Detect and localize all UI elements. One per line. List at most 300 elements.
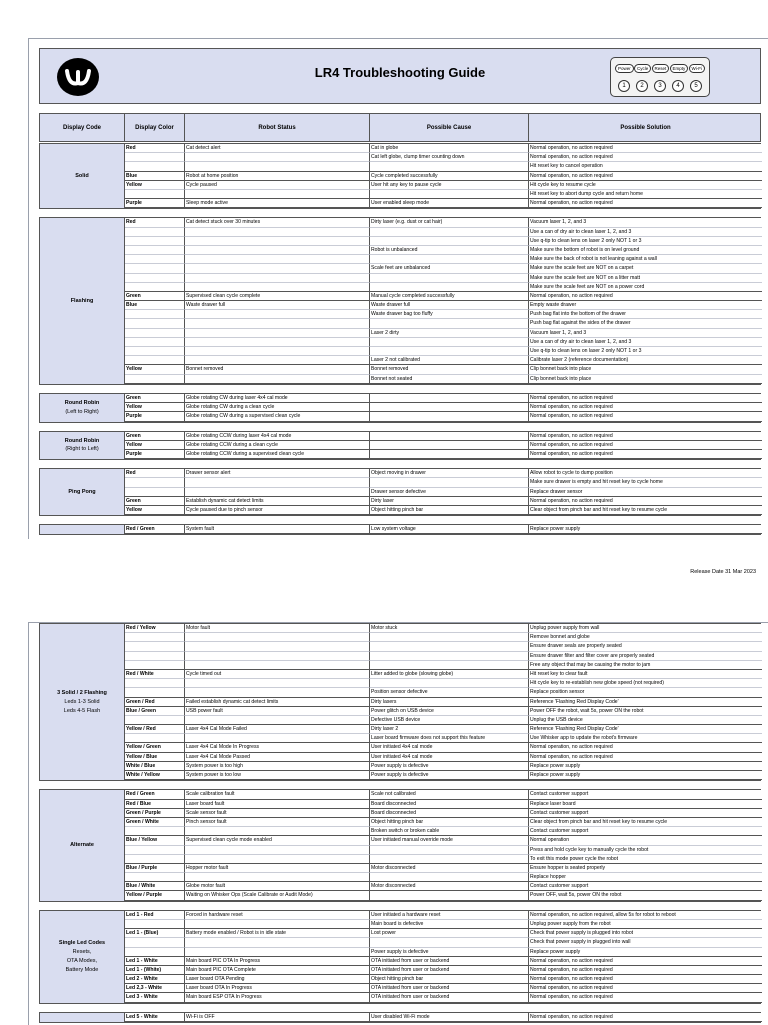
- display-code-text: Solid: [75, 172, 89, 179]
- robot-status-cell: Bonnet removed: [185, 365, 370, 374]
- possible-cause-cell: Power glitch on USB device: [370, 707, 529, 716]
- display-color-cell: Yellow / Blue: [125, 753, 185, 762]
- display-color-cell: Purple: [125, 450, 185, 459]
- possible-solution-cell: Replace power supply: [529, 948, 762, 957]
- display-color-cell: Green / Purple: [125, 809, 185, 818]
- possible-solution-cell: Normal operation, no action required: [529, 292, 762, 301]
- possible-cause-cell: [370, 642, 529, 651]
- table-row: [125, 818, 760, 827]
- led-number: 5: [690, 80, 702, 92]
- possible-solution-cell: Hit reset key to clear fault: [529, 670, 762, 679]
- display-code-text: Round Robin: [64, 437, 100, 444]
- display-code-text: OTA Modes,: [66, 957, 98, 964]
- robot-status-cell: [185, 274, 370, 283]
- display-color-cell: [125, 255, 185, 264]
- led-label: Wi-Fi: [689, 64, 706, 73]
- robot-status-cell: [185, 642, 370, 651]
- possible-cause-cell: Laser 2 dirty: [370, 329, 529, 338]
- possible-solution-cell: Reference 'Flashing Red Display Code': [529, 725, 762, 734]
- display-code-label: [40, 525, 125, 534]
- table-row: [125, 246, 760, 255]
- display-code-label: [40, 394, 125, 422]
- display-code-text: (Right to Left): [65, 446, 99, 453]
- robot-status-cell: Globe motor fault: [185, 882, 370, 891]
- table-row: [125, 938, 760, 947]
- robot-status-cell: System power is too high: [185, 762, 370, 771]
- table-row: [125, 743, 760, 752]
- possible-solution-cell: Normal operation, no action required: [529, 1013, 762, 1022]
- table-row: [125, 920, 760, 929]
- robot-status-cell: [185, 264, 370, 273]
- possible-solution-cell: Check that power supply in plugged into wall: [529, 938, 762, 947]
- robot-status-cell: Waste drawer full: [185, 301, 370, 310]
- possible-cause-cell: [370, 347, 529, 356]
- table-row: [125, 771, 760, 780]
- column-header: [39, 113, 761, 142]
- robot-status-cell: Cycle paused: [185, 181, 370, 190]
- robot-status-cell: Supervised clean cycle complete: [185, 292, 370, 301]
- possible-cause-cell: [370, 652, 529, 661]
- table-row: [125, 642, 760, 651]
- table-row: [125, 365, 760, 374]
- robot-status-cell: USB power fault: [185, 707, 370, 716]
- display-color-cell: Led 1 - (Blue): [125, 929, 185, 938]
- possible-solution-cell: Hit reset key to abort dump cycle and return home: [529, 190, 762, 199]
- possible-solution-cell: Make sure the back of robot is not leaning against a wall: [529, 255, 762, 264]
- display-color-cell: [125, 338, 185, 347]
- possible-solution-cell: Power OFF the robot, wait 5s, power ON the robot: [529, 707, 762, 716]
- table-row: [125, 441, 760, 450]
- display-color-cell: [125, 228, 185, 237]
- possible-cause-cell: User enabled sleep mode: [370, 199, 529, 208]
- possible-solution-cell: Normal operation, no action required: [529, 153, 762, 162]
- display-color-cell: [125, 873, 185, 882]
- table-row: [125, 984, 760, 993]
- possible-solution-cell: Normal operation, no action required: [529, 403, 762, 412]
- table-row: [125, 190, 760, 199]
- possible-solution-cell: Clip bonnet back into place: [529, 365, 762, 374]
- possible-solution-cell: Hit cycle key to re-establish new globe speed (not required): [529, 679, 762, 688]
- possible-cause-cell: [370, 846, 529, 855]
- possible-solution-cell: Make sure the bottom of robot is on level ground: [529, 246, 762, 255]
- robot-status-cell: [185, 255, 370, 264]
- possible-cause-cell: Object moving in drawer: [370, 469, 529, 478]
- robot-status-cell: System power is too low: [185, 771, 370, 780]
- display-color-cell: Yellow / Purple: [125, 891, 185, 900]
- robot-status-cell: [185, 846, 370, 855]
- possible-cause-cell: Power supply is defective: [370, 771, 529, 780]
- table-row: [125, 356, 760, 365]
- possible-cause-cell: Bonnet not seated: [370, 375, 529, 384]
- possible-solution-cell: Normal operation, no action required: [529, 432, 762, 441]
- table-row: [125, 846, 760, 855]
- table-row: [125, 274, 760, 283]
- display-color-cell: Purple: [125, 199, 185, 208]
- robot-status-cell: [185, 688, 370, 697]
- robot-status-cell: Motor fault: [185, 624, 370, 633]
- table-row: [125, 228, 760, 237]
- robot-status-cell: Laser 4x4 Cal Mode In Progress: [185, 743, 370, 752]
- possible-cause-cell: Dirty laser: [370, 497, 529, 506]
- robot-status-cell: [185, 190, 370, 199]
- robot-status-cell: Battery mode enabled / Robot is in idle state: [185, 929, 370, 938]
- robot-status-cell: Forced in hardware reset: [185, 911, 370, 920]
- display-code-text: Resets,: [72, 949, 92, 955]
- possible-cause-cell: Object hitting pinch bar: [370, 818, 529, 827]
- possible-cause-cell: Drawer sensor defective: [370, 488, 529, 497]
- robot-status-cell: Laser board OTA In Progress: [185, 984, 370, 993]
- robot-status-cell: Globe rotating CCW during a supervised clean cycle: [185, 450, 370, 459]
- display-color-cell: Yellow / Green: [125, 743, 185, 752]
- display-color-cell: [125, 679, 185, 688]
- table-row: [125, 153, 760, 162]
- display-color-cell: [125, 827, 185, 836]
- display-color-cell: White / Blue: [125, 762, 185, 771]
- table-row: [125, 310, 760, 319]
- display-color-cell: [125, 264, 185, 273]
- possible-solution-cell: Hit reset key to cancel operation: [529, 162, 762, 171]
- table-row: [125, 661, 760, 670]
- possible-solution-cell: Normal operation, no action required: [529, 497, 762, 506]
- table-row: [125, 827, 760, 836]
- possible-cause-cell: [370, 661, 529, 670]
- display-color-cell: Green: [125, 497, 185, 506]
- possible-solution-cell: Use Whisker app to update the robot's firmware: [529, 734, 762, 743]
- page-2: [28, 622, 768, 1025]
- display-color-cell: Yellow: [125, 365, 185, 374]
- robot-status-cell: Scale sensor fault: [185, 809, 370, 818]
- table-row: [125, 911, 760, 920]
- table-row: [125, 929, 760, 938]
- possible-cause-cell: User initiated 4x4 cal mode: [370, 743, 529, 752]
- possible-solution-cell: Make sure drawer is empty and hit reset key to cycle home: [529, 478, 762, 487]
- column-header-cell: Display Color: [125, 114, 185, 141]
- table-row: [125, 144, 760, 153]
- table-row: [125, 497, 760, 506]
- possible-solution-cell: Replace laser board: [529, 800, 762, 809]
- possible-cause-cell: Low system voltage: [370, 525, 529, 534]
- display-color-cell: Blue / Yellow: [125, 836, 185, 845]
- table-row: [125, 734, 760, 743]
- display-color-cell: [125, 237, 185, 246]
- robot-status-cell: [185, 716, 370, 725]
- possible-cause-cell: Litter added to globe (slowing globe): [370, 670, 529, 679]
- possible-cause-cell: [370, 432, 529, 441]
- robot-status-cell: [185, 329, 370, 338]
- display-code-text: Leds 1-3 Solid: [64, 698, 100, 705]
- display-color-cell: Green / White: [125, 818, 185, 827]
- display-color-cell: Red / Blue: [125, 800, 185, 809]
- robot-status-cell: Establish dynamic cat detect limits: [185, 497, 370, 506]
- possible-solution-cell: Power OFF, wait 5s, power ON the robot: [529, 891, 762, 900]
- display-color-cell: Blue: [125, 172, 185, 181]
- table-row: [125, 255, 760, 264]
- robot-status-cell: [185, 679, 370, 688]
- table-row: [125, 836, 760, 845]
- display-color-cell: Purple: [125, 412, 185, 421]
- possible-solution-cell: Replace position sensor: [529, 688, 762, 697]
- table-row: [125, 790, 760, 799]
- possible-cause-cell: [370, 394, 529, 403]
- possible-cause-cell: OTA initiated from user or backend: [370, 966, 529, 975]
- display-color-cell: [125, 688, 185, 697]
- possible-cause-cell: Waste drawer full: [370, 301, 529, 310]
- table-row: [125, 1013, 760, 1022]
- display-color-cell: Led 3 - White: [125, 993, 185, 1002]
- display-color-cell: Green: [125, 432, 185, 441]
- table-row: [125, 432, 760, 441]
- possible-cause-cell: [370, 633, 529, 642]
- table-row: [125, 469, 760, 478]
- display-code-label: [40, 1013, 125, 1022]
- possible-cause-cell: [370, 679, 529, 688]
- table-row: [125, 975, 760, 984]
- possible-solution-cell: Contact customer support: [529, 809, 762, 818]
- possible-solution-cell: Normal operation, no action required: [529, 412, 762, 421]
- possible-cause-cell: [370, 873, 529, 882]
- robot-status-cell: [185, 478, 370, 487]
- display-code-section: [39, 1012, 761, 1023]
- led-label: Empty: [670, 64, 689, 73]
- table-row: [125, 218, 760, 227]
- led-label: Cycle: [634, 64, 651, 73]
- display-color-cell: Red / Green: [125, 525, 185, 534]
- led-number: 3: [654, 80, 666, 92]
- possible-solution-cell: Use q-tip to clean lens on laser 2 only NOT 1 or 3: [529, 237, 762, 246]
- display-color-cell: Red / Green: [125, 790, 185, 799]
- possible-cause-cell: OTA initiated from user or backend: [370, 993, 529, 1002]
- robot-status-cell: [185, 375, 370, 384]
- robot-status-cell: Pinch sensor fault: [185, 818, 370, 827]
- robot-status-cell: Failed establish dynamic cat detect limits: [185, 698, 370, 707]
- possible-solution-cell: Make sure the scale feet are NOT on a carpet: [529, 264, 762, 273]
- possible-cause-cell: [370, 283, 529, 292]
- table-row: [125, 864, 760, 873]
- robot-status-cell: Waiting on Whisker Ops (Scale Calibrate or Audit Mode): [185, 891, 370, 900]
- display-code-text: Flashing: [70, 297, 94, 304]
- display-code-section: [39, 468, 761, 516]
- possible-solution-cell: Replace drawer sensor: [529, 488, 762, 497]
- display-color-cell: [125, 855, 185, 864]
- possible-cause-cell: Position sensor defective: [370, 688, 529, 697]
- display-color-cell: [125, 310, 185, 319]
- possible-cause-cell: Bonnet removed: [370, 365, 529, 374]
- table-row: [125, 338, 760, 347]
- robot-status-cell: Laser 4x4 Cal Mode Failed: [185, 725, 370, 734]
- led-number: 2: [636, 80, 648, 92]
- possible-solution-cell: Use a can of dry air to clean laser 1, 2, and 3: [529, 228, 762, 237]
- display-color-cell: Led 1 - Red: [125, 911, 185, 920]
- possible-cause-cell: Dirty laser 2: [370, 725, 529, 734]
- possible-cause-cell: Defective USB device: [370, 716, 529, 725]
- display-color-cell: [125, 283, 185, 292]
- possible-solution-cell: Remove bonnet and globe: [529, 633, 762, 642]
- robot-status-cell: Drawer sensor alert: [185, 469, 370, 478]
- table-row: [125, 329, 760, 338]
- robot-status-cell: [185, 948, 370, 957]
- possible-cause-cell: Motor disconnected: [370, 882, 529, 891]
- display-code-label: [40, 624, 125, 780]
- table-row: [125, 873, 760, 882]
- possible-solution-cell: Push bag flat into the bottom of the drawer: [529, 310, 762, 319]
- led-label: Reset: [652, 64, 670, 73]
- display-color-cell: [125, 246, 185, 255]
- robot-status-cell: [185, 633, 370, 642]
- possible-cause-cell: OTA initiated from user or backend: [370, 957, 529, 966]
- display-color-cell: [125, 716, 185, 725]
- possible-cause-cell: Scale not calibrated: [370, 790, 529, 799]
- display-code-text: Round Robin: [64, 400, 100, 406]
- possible-cause-cell: Power supply is defective: [370, 948, 529, 957]
- robot-status-cell: Hopper motor fault: [185, 864, 370, 873]
- table-row: [125, 506, 760, 515]
- possible-cause-cell: [370, 403, 529, 412]
- table-row: [125, 891, 760, 900]
- possible-solution-cell: Press and hold cycle key to manually cycle the robot: [529, 846, 762, 855]
- possible-cause-cell: [370, 855, 529, 864]
- possible-solution-cell: Normal operation, no action required: [529, 199, 762, 208]
- robot-status-cell: [185, 873, 370, 882]
- table-row: [125, 292, 760, 301]
- table-row: [125, 301, 760, 310]
- possible-cause-cell: [370, 450, 529, 459]
- display-color-cell: Led 2 - White: [125, 975, 185, 984]
- display-color-cell: [125, 347, 185, 356]
- display-color-cell: [125, 319, 185, 328]
- column-header-cell: Possible Solution: [620, 124, 671, 131]
- display-code-section: [39, 217, 761, 385]
- display-color-cell: Yellow: [125, 441, 185, 450]
- possible-solution-cell: Ensure hopper is seated properly: [529, 864, 762, 873]
- possible-solution-cell: Vacuum laser 1, 2, and 3: [529, 218, 762, 227]
- possible-cause-cell: OTA initiated from user or backend: [370, 984, 529, 993]
- possible-cause-cell: Cycle completed successfully: [370, 172, 529, 181]
- possible-cause-cell: [370, 412, 529, 421]
- display-color-cell: Red: [125, 469, 185, 478]
- possible-cause-cell: [370, 190, 529, 199]
- possible-solution-cell: Normal operation, no action required: [529, 975, 762, 984]
- possible-solution-cell: Normal operation, no action required: [529, 984, 762, 993]
- header: [39, 48, 761, 104]
- possible-cause-cell: [370, 891, 529, 900]
- possible-cause-cell: [370, 478, 529, 487]
- possible-cause-cell: Board disconnected: [370, 809, 529, 818]
- display-color-cell: [125, 633, 185, 642]
- possible-solution-cell: Vacuum laser 1, 2, and 3: [529, 329, 762, 338]
- possible-solution-cell: Hit cycle key to resume cycle: [529, 181, 762, 190]
- possible-solution-cell: Normal operation, no action required: [529, 957, 762, 966]
- table-row: [125, 488, 760, 497]
- table-row: [125, 688, 760, 697]
- possible-cause-cell: User hit any key to pause cycle: [370, 181, 529, 190]
- led-number: 1: [618, 80, 630, 92]
- robot-status-cell: Sleep mode active: [185, 199, 370, 208]
- display-color-cell: Green: [125, 292, 185, 301]
- possible-cause-cell: [370, 237, 529, 246]
- possible-cause-cell: Broken switch or broken cable: [370, 827, 529, 836]
- robot-status-cell: Globe rotating CW during a clean cycle: [185, 403, 370, 412]
- display-color-cell: [125, 661, 185, 670]
- display-color-cell: Blue / White: [125, 882, 185, 891]
- possible-solution-cell: Contact customer support: [529, 882, 762, 891]
- display-color-cell: Blue / Purple: [125, 864, 185, 873]
- possible-cause-cell: [370, 274, 529, 283]
- table-row: [125, 162, 760, 171]
- possible-solution-cell: Normal operation, no action required: [529, 753, 762, 762]
- possible-cause-cell: [370, 441, 529, 450]
- possible-solution-cell: Ensure drawer seals are properly seated: [529, 642, 762, 651]
- possible-solution-cell: Clear object from pinch bar and hit reset key to resume cycle: [529, 818, 762, 827]
- possible-solution-cell: Normal operation, no action required: [529, 441, 762, 450]
- display-color-cell: Led 1 - (White): [125, 966, 185, 975]
- display-color-cell: Yellow: [125, 506, 185, 515]
- table-row: [125, 283, 760, 292]
- table-row: [125, 698, 760, 707]
- display-color-cell: [125, 488, 185, 497]
- release-date: Release Date 31 Mar 2023: [690, 569, 756, 575]
- robot-status-cell: Globe rotating CW during a supervised clean cycle: [185, 412, 370, 421]
- table-row: [125, 525, 760, 534]
- table-row: [125, 966, 760, 975]
- robot-status-cell: Globe rotating CCW during laser 4x4 cal mode: [185, 432, 370, 441]
- display-code-label: [40, 911, 125, 1003]
- possible-cause-cell: Power supply is defective: [370, 762, 529, 771]
- robot-status-cell: System fault: [185, 525, 370, 534]
- possible-solution-cell: Unplug power supply from wall: [529, 624, 762, 633]
- display-color-cell: [125, 478, 185, 487]
- page-title: LR4 Troubleshooting Guide: [314, 65, 486, 80]
- display-code-text: Leds 4-5 Flash: [63, 707, 101, 714]
- possible-cause-cell: [370, 162, 529, 171]
- table-row: [125, 237, 760, 246]
- display-code-label: [40, 790, 125, 900]
- possible-solution-cell: Replace power supply: [529, 762, 762, 771]
- robot-status-cell: [185, 153, 370, 162]
- possible-cause-cell: Robot is unbalanced: [370, 246, 529, 255]
- robot-status-cell: [185, 162, 370, 171]
- robot-status-cell: [185, 356, 370, 365]
- robot-status-cell: [185, 283, 370, 292]
- possible-cause-cell: [370, 338, 529, 347]
- possible-solution-cell: Normal operation, no action required: [529, 394, 762, 403]
- robot-status-cell: [185, 661, 370, 670]
- display-color-cell: Red: [125, 218, 185, 227]
- display-code-section: [39, 431, 761, 461]
- possible-solution-cell: Reference 'Flashing Red Display Code': [529, 698, 762, 707]
- possible-solution-cell: Allow robot to cycle to dump position: [529, 469, 762, 478]
- table-row: [125, 394, 760, 403]
- display-code-text: Ping Pong: [68, 488, 96, 495]
- table-row: [125, 762, 760, 771]
- possible-solution-cell: Clip bonnet back into place: [529, 375, 762, 384]
- table-row: [125, 624, 760, 633]
- table-row: [125, 181, 760, 190]
- possible-cause-cell: Scale feet are unbalanced: [370, 264, 529, 273]
- robot-status-cell: Main board PIC OTA Complete: [185, 966, 370, 975]
- possible-solution-cell: Replace hopper: [529, 873, 762, 882]
- display-code-section: [39, 143, 761, 209]
- robot-status-cell: Laser board OTA Pending: [185, 975, 370, 984]
- possible-solution-cell: Use q-tip to clean lens on laser 2 only NOT 1 or 3: [529, 347, 762, 356]
- possible-cause-cell: User disabled Wi-Fi mode: [370, 1013, 529, 1022]
- possible-solution-cell: Make sure the scale feet are NOT on a litter matt: [529, 274, 762, 283]
- table-row: [125, 633, 760, 642]
- display-color-cell: [125, 642, 185, 651]
- display-code-text: Battery Mode: [65, 966, 99, 973]
- possible-cause-cell: Motor stuck: [370, 624, 529, 633]
- display-color-cell: [125, 329, 185, 338]
- possible-solution-cell: Normal operation, no action required: [529, 993, 762, 1002]
